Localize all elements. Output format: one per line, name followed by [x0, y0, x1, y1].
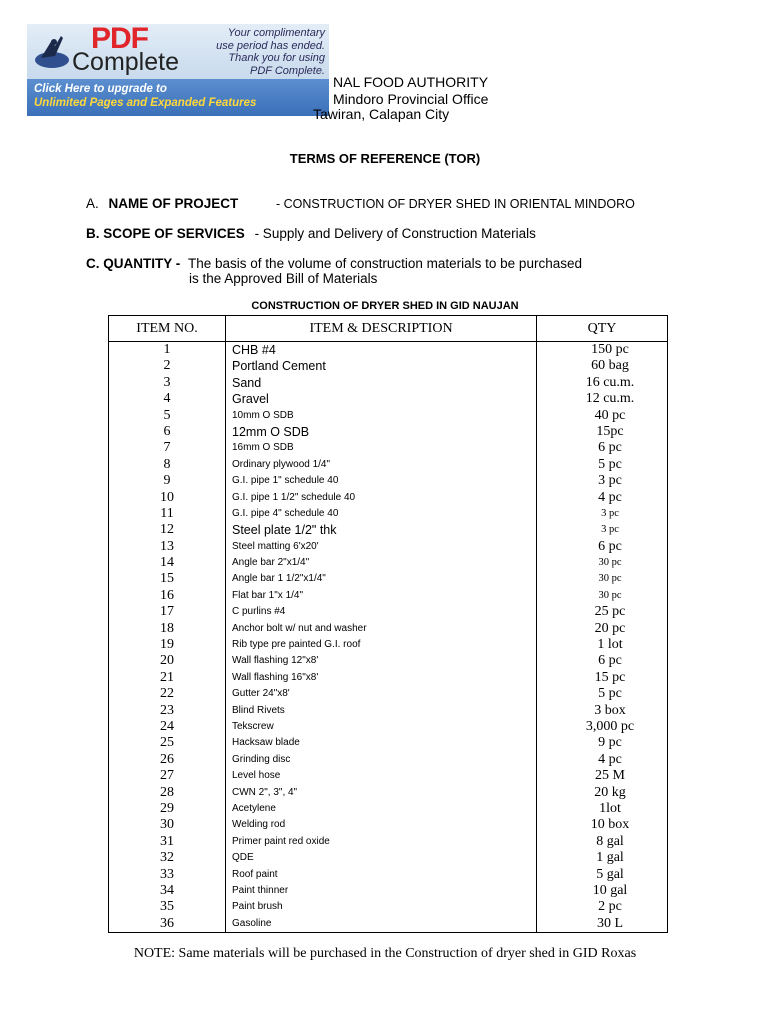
qty-cell: 15pc — [596, 423, 624, 439]
table-row — [109, 850, 667, 866]
table-caption: CONSTRUCTION OF DRYER SHED IN GID NAUJAN — [251, 300, 519, 312]
upgrade-link[interactable] — [34, 82, 256, 110]
qty-cell: 20 pc — [594, 620, 626, 636]
item-no-cell: 24 — [109, 719, 226, 735]
item-no-cell: 4 — [109, 391, 226, 407]
banner-message — [185, 27, 325, 77]
pdf-complete-logo-icon — [33, 30, 71, 74]
materials-table — [108, 315, 668, 933]
item-no-cell: 20 — [109, 653, 226, 669]
table-row — [109, 539, 667, 555]
section-c-title: C. QUANTITY - — [86, 256, 181, 271]
qty-cell: 60 bag — [591, 358, 629, 374]
section-a-label: A. — [86, 196, 99, 211]
item-description-cell: Steel matting 6'x20' — [226, 539, 537, 555]
item-no-cell: 12 — [109, 522, 226, 538]
table-row — [109, 440, 667, 456]
item-no-cell: 2 — [109, 358, 226, 374]
qty-cell: 30 pc — [598, 589, 622, 601]
office-name: Mindoro Provincial Office — [333, 91, 489, 107]
qty-cell: 3 pc — [601, 524, 619, 536]
header-qty: QTY — [587, 321, 617, 336]
banner-message-line: use period has ended. — [216, 39, 325, 52]
item-no-cell: 14 — [109, 555, 226, 571]
banner-complete-text: Complete — [72, 48, 179, 76]
banner-message-line: PDF Complete. — [250, 64, 325, 77]
item-description-cell: Gravel — [226, 391, 537, 407]
item-no-cell: 6 — [109, 424, 226, 440]
table-row — [109, 719, 667, 735]
item-no-cell: 31 — [109, 834, 226, 850]
table-row — [109, 604, 667, 620]
qty-cell: 9 pc — [598, 735, 622, 751]
upgrade-banner[interactable] — [27, 24, 329, 116]
upgrade-link-line2[interactable]: Unlimited Pages and Expanded Features — [34, 97, 257, 109]
item-description-cell: Flat bar 1"x 1/4" — [226, 588, 537, 604]
section-a-title: NAME OF PROJECT — [108, 196, 239, 211]
qty-cell: 5 gal — [596, 866, 624, 882]
item-no-cell: 17 — [109, 604, 226, 620]
qty-cell: 30 pc — [598, 557, 622, 569]
qty-cell: 1lot — [599, 800, 621, 816]
item-description-cell: Rib type pre painted G.I. roof — [226, 637, 537, 653]
section-c — [86, 256, 582, 271]
qty-cell: 25 M — [595, 768, 625, 784]
item-description-cell: Gasoline — [226, 916, 537, 932]
qty-cell: 3 pc — [601, 507, 619, 519]
qty-cell: 3 box — [594, 702, 626, 718]
item-description-cell: 12mm O SDB — [226, 424, 537, 440]
item-description-cell: Paint thinner — [226, 883, 537, 899]
qty-cell: 12 cu.m. — [585, 391, 635, 407]
item-description-cell: C purlins #4 — [226, 604, 537, 620]
qty-cell: 2 pc — [598, 899, 622, 915]
item-no-cell: 23 — [109, 703, 226, 719]
table-row — [109, 735, 667, 751]
table-row — [109, 375, 667, 391]
item-no-cell: 7 — [109, 440, 226, 456]
table-row — [109, 686, 667, 702]
qty-cell: 15 pc — [594, 669, 626, 685]
qty-cell: 4 pc — [598, 751, 622, 767]
banner-message-line: Your complimentary — [227, 27, 325, 39]
office-address: Tawiran, Calapan City — [313, 106, 450, 122]
table-row — [109, 621, 667, 637]
item-description-cell: Steel plate 1/2" thk — [226, 522, 537, 538]
table-row — [109, 768, 667, 784]
item-no-cell: 10 — [109, 490, 226, 506]
section-a — [86, 196, 238, 211]
item-description-cell: 10mm O SDB — [226, 408, 537, 424]
item-description-cell: Welding rod — [226, 817, 537, 833]
item-description-cell: Paint brush — [226, 899, 537, 915]
item-no-cell: 29 — [109, 801, 226, 817]
qty-cell: 1 gal — [596, 850, 624, 866]
qty-cell: 5 pc — [598, 456, 622, 472]
table-row — [109, 653, 667, 669]
agency-name: NAL FOOD AUTHORITY — [333, 74, 489, 90]
header-item-description: ITEM & DESCRIPTION — [226, 316, 537, 341]
item-no-cell: 15 — [109, 571, 226, 587]
item-description-cell: Primer paint red oxide — [226, 834, 537, 850]
item-no-cell: 5 — [109, 408, 226, 424]
document-title: TERMS OF REFERENCE (TOR) — [289, 151, 481, 166]
qty-cell: 6 pc — [598, 538, 622, 554]
table-row — [109, 670, 667, 686]
section-b — [86, 226, 536, 241]
qty-cell: 20 kg — [594, 784, 626, 800]
item-no-cell: 9 — [109, 473, 226, 489]
section-b-value: - Supply and Delivery of Construction Materials — [254, 226, 536, 241]
item-description-cell: Portland Cement — [226, 358, 537, 374]
table-row — [109, 899, 667, 915]
item-no-cell: 26 — [109, 752, 226, 768]
item-no-cell: 16 — [109, 588, 226, 604]
table-row — [109, 555, 667, 571]
table-row — [109, 391, 667, 407]
item-no-cell: 21 — [109, 670, 226, 686]
table-row — [109, 424, 667, 440]
header-item-no: ITEM NO. — [109, 316, 226, 341]
banner-pdf-text: PDF — [91, 24, 148, 55]
section-c-value-line2: is the Approved Bill of Materials — [189, 271, 378, 286]
table-row — [109, 752, 667, 768]
table-row — [109, 522, 667, 538]
item-description-cell: Wall flashing 12"x8' — [226, 653, 537, 669]
item-description-cell: G.I. pipe 4" schedule 40 — [226, 506, 537, 522]
table-row — [109, 571, 667, 587]
item-no-cell: 19 — [109, 637, 226, 653]
item-no-cell: 36 — [109, 916, 226, 932]
table-row — [109, 588, 667, 604]
table-row — [109, 506, 667, 522]
item-description-cell: QDE — [226, 850, 537, 866]
qty-cell: 3 pc — [598, 473, 622, 489]
table-row — [109, 703, 667, 719]
table-header-row — [109, 316, 667, 342]
item-no-cell: 13 — [109, 539, 226, 555]
item-description-cell: CWN 2", 3", 4" — [226, 785, 537, 801]
item-description-cell: Hacksaw blade — [226, 735, 537, 751]
item-description-cell: CHB #4 — [226, 342, 537, 358]
item-no-cell: 35 — [109, 899, 226, 915]
qty-cell: 1 lot — [597, 637, 623, 653]
note: NOTE: Same materials will be purchased in the Construction of dryer shed in GID Roxas — [133, 946, 637, 961]
qty-cell: 30 pc — [598, 573, 622, 585]
table-row — [109, 801, 667, 817]
table-row — [109, 490, 667, 506]
item-no-cell: 1 — [109, 342, 226, 358]
item-no-cell: 34 — [109, 883, 226, 899]
item-no-cell: 32 — [109, 850, 226, 866]
qty-cell: 6 pc — [598, 440, 622, 456]
table-row — [109, 342, 667, 358]
table-body — [109, 342, 667, 932]
item-no-cell: 25 — [109, 735, 226, 751]
qty-cell: 40 pc — [594, 407, 626, 423]
table-row — [109, 785, 667, 801]
item-no-cell: 3 — [109, 375, 226, 391]
item-no-cell: 30 — [109, 817, 226, 833]
section-a-value: - CONSTRUCTION OF DRYER SHED IN ORIENTAL MINDORO — [276, 197, 635, 211]
qty-cell: 5 pc — [598, 686, 622, 702]
item-description-cell: Ordinary plywood 1/4" — [226, 457, 537, 473]
item-description-cell: Acetylene — [226, 801, 537, 817]
banner-message-line: Thank you for using — [228, 52, 325, 65]
item-description-cell: Roof paint — [226, 867, 537, 883]
table-row — [109, 358, 667, 374]
table-row — [109, 817, 667, 833]
qty-cell: 6 pc — [598, 653, 622, 669]
table-row — [109, 867, 667, 883]
item-description-cell: Gutter 24"x8' — [226, 686, 537, 702]
item-description-cell: Wall flashing 16"x8' — [226, 670, 537, 686]
item-description-cell: Tekscrew — [226, 719, 537, 735]
item-description-cell: Angle bar 1 1/2"x1/4" — [226, 571, 537, 587]
item-description-cell: Anchor bolt w/ nut and washer — [226, 621, 537, 637]
item-description-cell: Grinding disc — [226, 752, 537, 768]
upgrade-link-line1[interactable]: Click Here to upgrade to — [34, 83, 167, 95]
table-row — [109, 637, 667, 653]
item-no-cell: 33 — [109, 867, 226, 883]
item-no-cell: 18 — [109, 621, 226, 637]
qty-cell: 10 gal — [592, 882, 628, 898]
table-row — [109, 408, 667, 424]
item-description-cell: Blind Rivets — [226, 703, 537, 719]
table-row — [109, 457, 667, 473]
item-description-cell: Sand — [226, 375, 537, 391]
item-description-cell: Angle bar 2"x1/4" — [226, 555, 537, 571]
qty-cell: 8 gal — [596, 833, 624, 849]
qty-cell: 30 L — [596, 915, 624, 931]
qty-cell: 16 cu.m. — [585, 374, 635, 390]
table-row — [109, 473, 667, 489]
item-no-cell: 22 — [109, 686, 226, 702]
section-c-value-line1: The basis of the volume of construction materials to be purchased — [188, 256, 582, 271]
item-description-cell: G.I. pipe 1 1/2" schedule 40 — [226, 490, 537, 506]
item-description-cell: 16mm O SDB — [226, 440, 537, 456]
item-description-cell: G.I. pipe 1" schedule 40 — [226, 473, 537, 489]
item-no-cell: 27 — [109, 768, 226, 784]
table-row — [109, 916, 667, 932]
qty-cell: 4 pc — [598, 489, 622, 505]
item-no-cell: 11 — [109, 506, 226, 522]
item-no-cell: 8 — [109, 457, 226, 473]
qty-cell: 25 pc — [594, 604, 626, 620]
qty-cell: 10 box — [590, 817, 630, 833]
qty-cell: 150 pc — [591, 342, 629, 357]
item-description-cell: Level hose — [226, 768, 537, 784]
table-row — [109, 834, 667, 850]
item-no-cell: 28 — [109, 785, 226, 801]
qty-cell: 3,000 pc — [585, 718, 635, 734]
section-b-title: B. SCOPE OF SERVICES — [86, 226, 245, 241]
table-row — [109, 883, 667, 899]
